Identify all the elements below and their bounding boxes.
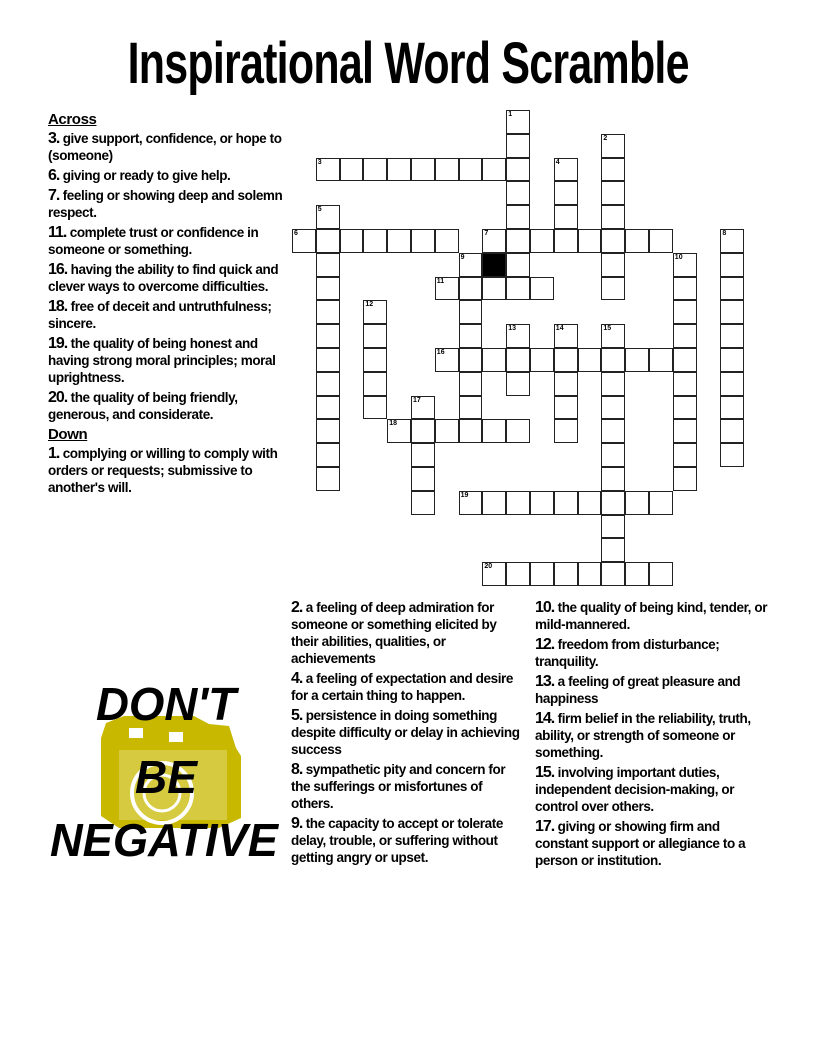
grid-cell[interactable] [363,348,387,372]
grid-cell[interactable] [506,348,530,372]
grid-cell[interactable] [506,205,530,229]
clue-text: complete trust or confidence in someone or something. [48,225,259,257]
cell-number: 4 [555,158,560,166]
title-text: Inspirational Word Scramble [127,31,689,96]
cell-number: 15 [603,325,612,333]
grid-cell[interactable] [506,229,530,253]
clue-item [48,130,286,164]
clue-number: 7. [48,187,60,204]
cell-number: 12 [365,301,374,309]
grid-cell[interactable] [482,491,506,515]
clue-number: 9. [291,815,303,832]
grid-cell[interactable] [316,158,340,182]
clue-text: complying or willing to comply with orders or requests; submissive to another's will. [48,446,278,495]
grid-cell[interactable] [554,181,578,205]
grid-cell[interactable] [316,372,340,396]
grid-cell[interactable] [554,491,578,515]
clue-item [48,389,286,423]
grid-cell[interactable] [720,324,744,348]
grid-cell[interactable] [649,229,673,253]
clue-item [48,261,286,295]
grid-cell[interactable] [482,277,506,301]
grid-cell[interactable] [459,491,483,515]
clue-item [48,224,286,258]
clue-text: a feeling of expectation and desire for a certain thing to happen. [291,671,514,703]
grid-cell[interactable] [601,277,625,301]
grid-cell[interactable] [482,562,506,586]
grid-cell[interactable] [316,253,340,277]
grid-cell[interactable] [601,562,625,586]
down-clue-list-3 [535,599,771,872]
grid-cell[interactable] [601,443,625,467]
grid-cell[interactable] [554,562,578,586]
cell-number: 7 [484,230,489,237]
clue-text: involving important duties, independent decision-making, or control over others. [535,765,735,814]
grid-cell[interactable] [554,372,578,396]
grid-cell[interactable] [459,419,483,443]
clue-number: 10. [535,599,555,616]
down-heading: Down [48,426,88,443]
page-title [0,30,816,97]
grid-cell[interactable] [459,300,483,324]
clue-text: sympathetic pity and concern for the sufferings or misfortunes of others. [291,762,506,811]
clue-number: 8. [291,761,303,778]
grid-cell[interactable] [649,348,673,372]
clue-text: the quality of being kind, tender, or mild-mannered. [535,600,768,632]
grid-cell[interactable] [459,158,483,182]
grid-cell[interactable] [625,562,649,586]
cell-number: 1 [508,111,513,118]
grid-cell[interactable] [673,253,697,277]
clue-text: firm belief in the reliability, truth, ability, or strength of someone or something. [535,711,751,760]
clue-text: feeling or showing deep and solemn respect. [48,188,283,220]
down-clue-list-2 [291,599,527,869]
grid-cell[interactable] [530,491,554,515]
clue-item [291,761,527,812]
grid-cell[interactable] [459,348,483,372]
clue-item [48,335,286,386]
cell-number: 2 [603,134,608,142]
grid-cell[interactable] [720,253,744,277]
clue-item [535,710,771,761]
cell-number: 19 [460,491,469,499]
grid-cell[interactable] [316,348,340,372]
across-heading: Across [48,111,97,128]
grid-cell[interactable] [601,372,625,396]
black-cell [482,253,506,277]
grid-cell[interactable] [554,419,578,443]
grid-cell[interactable] [363,158,387,182]
clue-item [291,670,527,704]
grid-cell[interactable] [506,134,530,158]
grid-cell[interactable] [554,396,578,420]
grid-cell[interactable] [459,253,483,277]
grid-cell[interactable] [435,419,459,443]
grid-cell[interactable] [601,253,625,277]
grid-cell[interactable] [316,277,340,301]
grid-cell[interactable] [578,229,602,253]
grid-cell[interactable] [482,419,506,443]
grid-cell[interactable] [506,181,530,205]
grid-cell[interactable] [435,229,459,253]
grid-cell[interactable] [720,396,744,420]
grid-cell[interactable] [673,324,697,348]
clue-item [48,298,286,332]
grid-cell[interactable] [625,348,649,372]
cell-number: 11 [436,277,445,285]
grid-cell[interactable] [625,491,649,515]
grid-cell[interactable] [554,205,578,229]
clue-item [535,818,771,869]
clue-number: 17. [535,818,555,835]
grid-cell[interactable] [316,396,340,420]
grid-cell[interactable] [601,348,625,372]
grid-cell[interactable] [554,324,578,348]
cell-number: 14 [555,325,564,333]
grid-cell[interactable] [720,372,744,396]
grid-cell[interactable] [316,419,340,443]
clue-text: give support, confidence, or hope to (someone) [48,131,282,163]
clue-number: 19. [48,335,68,352]
clue-text: having the ability to find quick and clever ways to overcome difficulties. [48,262,279,294]
grid-cell[interactable] [649,562,673,586]
grid-cell[interactable] [601,181,625,205]
grid-cell[interactable] [673,348,697,372]
grid-cell[interactable] [601,419,625,443]
grid-cell[interactable] [673,372,697,396]
grid-cell[interactable] [411,491,435,515]
grid-cell[interactable] [435,158,459,182]
grid-cell[interactable] [316,300,340,324]
grid-cell[interactable] [482,348,506,372]
cell-number: 5 [317,206,322,214]
grid-cell[interactable] [292,229,316,253]
grid-cell[interactable] [316,324,340,348]
grid-cell[interactable] [506,277,530,301]
grid-cell[interactable] [601,467,625,491]
grid-cell[interactable] [673,396,697,420]
grid-cell[interactable] [673,300,697,324]
grid-cell[interactable] [673,443,697,467]
grid-cell[interactable] [601,134,625,158]
grid-cell[interactable] [459,277,483,301]
clue-text: free of deceit and untruthfulness; sincere. [48,299,272,331]
grid-cell[interactable] [720,348,744,372]
clue-number: 3. [48,130,60,147]
grid-cell[interactable] [530,348,554,372]
clue-item [291,599,527,667]
grid-cell[interactable] [387,229,411,253]
grid-cell[interactable] [411,467,435,491]
grid-cell[interactable] [459,324,483,348]
clue-number: 5. [291,707,303,724]
clue-number: 4. [291,670,303,687]
clue-number: 13. [535,673,555,690]
grid-cell[interactable] [340,158,364,182]
cell-number: 6 [294,230,298,237]
grid-cell[interactable] [482,229,506,253]
grid-cell[interactable] [506,253,530,277]
grid-cell[interactable] [720,277,744,301]
grid-cell[interactable] [363,229,387,253]
grid-cell[interactable] [340,229,364,253]
grid-cell[interactable] [554,229,578,253]
grid-cell[interactable] [601,491,625,515]
grid-cell[interactable] [506,372,530,396]
grid-cell[interactable] [316,229,340,253]
grid-cell[interactable] [435,348,459,372]
clue-number: 16. [48,261,68,278]
grid-cell[interactable] [363,300,387,324]
crossword-grid [292,110,744,586]
grid-cell[interactable] [459,372,483,396]
grid-cell[interactable] [411,396,435,420]
clue-item [48,187,286,221]
grid-cell[interactable] [554,348,578,372]
clue-item [535,636,771,670]
clue-number: 12. [535,636,555,653]
clue-item [48,445,286,496]
clue-item [291,707,527,758]
clues-column-left [48,111,286,499]
clue-text: the quality of being honest and having strong moral principles; moral uprightness. [48,336,276,385]
logo-text-dont: DON'T [96,678,240,730]
clue-number: 6. [48,167,60,184]
grid-cell[interactable] [601,229,625,253]
grid-cell[interactable] [601,396,625,420]
logo-text-be: BE [135,751,199,803]
clue-text: persistence in doing something despite difficulty or delay in achieving success [291,708,520,757]
clue-number: 20. [48,389,68,406]
cell-number: 20 [484,563,493,571]
grid-cell[interactable] [411,443,435,467]
grid-cell[interactable] [601,515,625,539]
clue-number: 2. [291,599,303,616]
clue-text: the quality of being friendly, generous, and considerate. [48,390,238,422]
cell-number: 3 [317,158,322,166]
dont-be-negative-logo [44,668,284,868]
grid-cell[interactable] [530,229,554,253]
grid-cell[interactable] [482,158,506,182]
clue-item [535,673,771,707]
down-clue-list-1 [48,445,286,496]
grid-cell[interactable] [506,324,530,348]
grid-cell[interactable] [578,348,602,372]
grid-cell[interactable] [601,158,625,182]
grid-cell[interactable] [411,158,435,182]
clue-item [291,815,527,866]
cell-number: 16 [436,349,445,356]
cell-number: 10 [674,253,683,261]
clue-number: 1. [48,445,60,462]
grid-cell[interactable] [316,443,340,467]
grid-cell[interactable] [601,538,625,562]
cell-number: 18 [389,420,397,428]
clue-item [535,764,771,815]
grid-cell[interactable] [387,158,411,182]
grid-cell[interactable] [506,419,530,443]
logo-text-negative: NEGATIVE [50,814,280,866]
grid-cell[interactable] [673,277,697,301]
grid-cell[interactable] [601,324,625,348]
clue-text: giving or showing firm and constant support or allegiance to a person or institution. [535,819,746,868]
clue-text: giving or ready to give help. [62,168,231,183]
grid-cell[interactable] [530,562,554,586]
grid-cell[interactable] [506,110,530,134]
clue-item [48,167,286,184]
grid-cell[interactable] [578,562,602,586]
grid-cell[interactable] [316,467,340,491]
clue-text: freedom from disturbance; tranquility. [535,637,720,669]
grid-cell[interactable] [673,467,697,491]
clue-number: 14. [535,710,555,727]
grid-cell[interactable] [506,158,530,182]
grid-cell[interactable] [720,443,744,467]
grid-cell[interactable] [459,396,483,420]
grid-cell[interactable] [720,229,744,253]
grid-cell[interactable] [530,277,554,301]
clue-item [535,599,771,633]
grid-cell[interactable] [506,491,530,515]
grid-cell[interactable] [601,205,625,229]
grid-cell[interactable] [649,491,673,515]
grid-cell[interactable] [411,229,435,253]
cell-number: 17 [413,396,421,404]
grid-cell[interactable] [316,205,340,229]
grid-cell[interactable] [363,396,387,420]
grid-cell[interactable] [554,158,578,182]
clue-number: 18. [48,298,68,315]
grid-cell[interactable] [720,419,744,443]
grid-cell[interactable] [387,419,411,443]
grid-cell[interactable] [363,372,387,396]
cell-number: 13 [508,325,516,333]
grid-cell[interactable] [625,229,649,253]
clue-text: a feeling of great pleasure and happiness [535,674,741,706]
clue-text: a feeling of deep admiration for someone or something elicited by their abilities, qualities, or achievements [291,600,497,666]
clue-text: the capacity to accept or tolerate delay, trouble, or suffering without getting angry or upset. [291,816,503,865]
clue-number: 15. [535,764,555,781]
grid-cell[interactable] [411,419,435,443]
grid-cell[interactable] [720,300,744,324]
cell-number: 9 [460,253,465,261]
grid-cell[interactable] [435,277,459,301]
across-clue-list [48,130,286,423]
grid-cell[interactable] [506,562,530,586]
grid-cell[interactable] [578,491,602,515]
cell-number: 8 [722,230,727,237]
clue-number: 11. [48,224,67,241]
grid-cell[interactable] [673,419,697,443]
grid-cell[interactable] [363,324,387,348]
